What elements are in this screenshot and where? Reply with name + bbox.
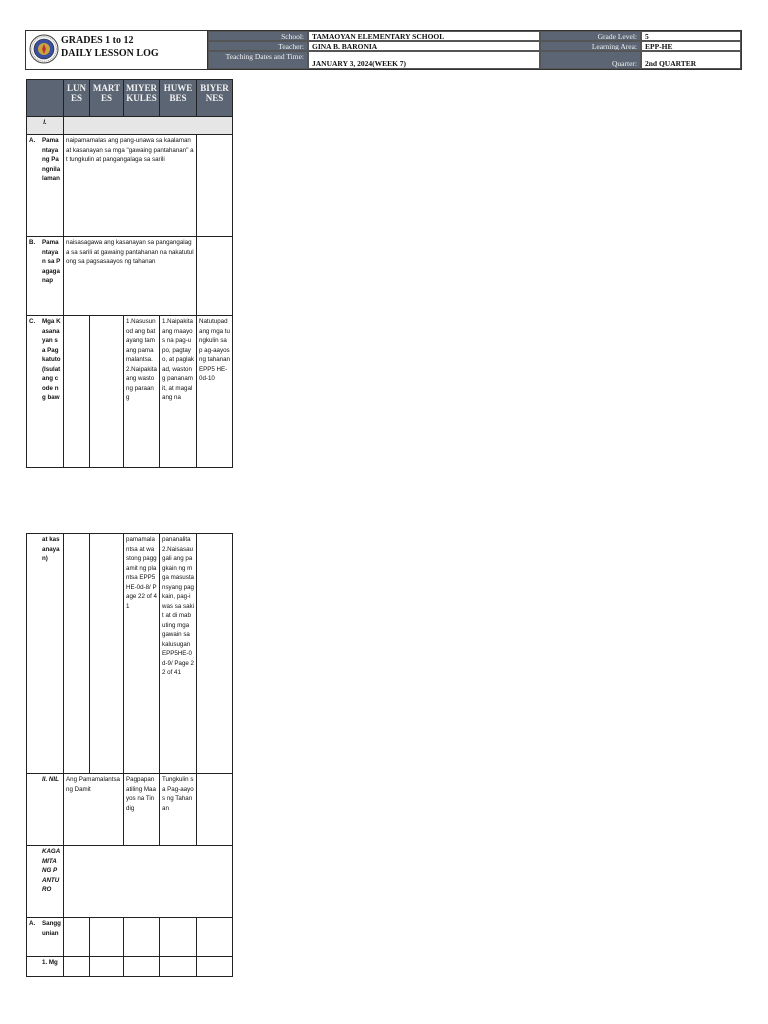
row-c-huwebes: 1.Naipakita ang maayos na pag-upo, pagtayo, at paglakad, wastong pananamit, at magalang na	[160, 316, 197, 468]
nilalaman-huwebes: Tungkulin sa Pag-aayos ng Tahanan	[160, 774, 197, 846]
teacher-value: GINA B. BARONIA	[308, 41, 540, 51]
title-line-1: GRADES 1 to 12	[61, 35, 134, 46]
row-a-text: naipamamalas ang pang-unawa sa kaalaman at kasanayan sa mga "gawaing pantahanan" at tungkulin at pangangalaga sa sarili	[64, 135, 197, 237]
section-i-row	[27, 117, 233, 135]
day-header-martes: MARTES	[90, 80, 124, 117]
row-a-label-cell	[27, 135, 64, 237]
day-header-row	[27, 80, 233, 117]
continued-huwebes: pananalita 2.Naisasaugali ang pagkain ng mga masustansyang pagkain, pag-iwas sa sakit at di mabuting mga gawain sa kalusugan EPP5HE-0d-9/ Page 22 of 41	[160, 534, 197, 774]
continued-label: at kasanayan)	[27, 534, 64, 774]
kagamitang-label: KAGAMITANG PANTURO	[27, 846, 64, 918]
title-box	[25, 30, 209, 70]
kagamitang-span	[64, 846, 233, 918]
row-a-label: Pamantayang Pangnilalaman	[42, 137, 61, 182]
header-blank-cell	[27, 80, 64, 117]
row-c-martes	[90, 316, 124, 468]
row-c-label: Mga Kasanayan sa Pagkatuto (Isulat ang code ng baw	[42, 318, 61, 401]
row-b-key: B.	[29, 239, 36, 246]
row-1-martes	[90, 957, 124, 977]
quarter-value: 2nd QUARTER	[641, 51, 741, 69]
lesson-table-page-2	[26, 533, 233, 977]
pamantayang-pangnilalaman-row	[27, 135, 233, 237]
nilalaman-label: II. NIL	[27, 774, 64, 846]
dates-value: JANUARY 3, 2024(WEEK 7)	[308, 51, 540, 69]
day-header-miyerkules: MIYERKULES	[124, 80, 160, 117]
header-info-grid	[207, 30, 742, 70]
nilalaman-miyerkules: Pagpapanatiling Maayos na Tindig	[124, 774, 160, 846]
row-1-huwebes	[160, 957, 197, 977]
area-value: EPP-HE	[641, 41, 741, 51]
sanggunian-label-cell	[27, 918, 64, 957]
section-i-span	[64, 117, 233, 135]
row-1-miyerkules	[124, 957, 160, 977]
row-c-miyerkules: 1.Nasusunod ang batayang tamang pamamalantsa. 2.Naipakita ang wastong paraang	[124, 316, 160, 468]
row-b-label: Pamantayan sa Pagaganap	[42, 239, 61, 284]
row-b-label-cell	[27, 237, 64, 316]
sanggunian-row	[27, 918, 233, 957]
row-c-label-cell	[27, 316, 64, 468]
row-a-key: A.	[29, 137, 36, 144]
area-label: Learning Area:	[540, 41, 641, 51]
continued-biyernes	[197, 534, 233, 774]
sanggunian-huwebes	[160, 918, 197, 957]
school-value: TAMAOYAN ELEMENTARY SCHOOL	[308, 31, 540, 41]
row-1-label: 1. Mg	[27, 957, 64, 977]
dates-label: Teaching Dates and Time:	[208, 51, 308, 69]
sanggunian-biyernes	[197, 918, 233, 957]
row-b-text: naisasagawa ang kasanayan sa pangangalaga sa sarili at gawaing pantahanan na nakatutulong sa pagsasaayos ng tahanan	[64, 237, 197, 316]
grade-value: 5	[641, 31, 741, 41]
row-c-lunes	[64, 316, 90, 468]
kasanayan-continued-row	[27, 534, 233, 774]
title-line-2: DAILY LESSON LOG	[61, 48, 159, 59]
continued-martes	[90, 534, 124, 774]
row-b-biyernes	[197, 237, 233, 316]
day-header-biyernes: BIYERNES	[197, 80, 233, 117]
row-c-key: C.	[29, 318, 36, 325]
day-header-huwebes: HUWEBES	[160, 80, 197, 117]
row-1-biyernes	[197, 957, 233, 977]
kasanayan-sa-pagkatuto-row	[27, 316, 233, 468]
nilalaman-lunes: Ang Pamamalantsang Damit	[64, 774, 124, 846]
kagamitang-panturo-row	[27, 846, 233, 918]
sanggunian-label: Sanggunian	[42, 920, 61, 937]
day-header-lunes: LUNES	[64, 80, 90, 117]
pamantayan-sa-pagaganap-row	[27, 237, 233, 316]
deped-seal-icon	[29, 34, 59, 64]
school-label: School:	[208, 31, 308, 41]
section-i-label: I.	[27, 117, 64, 135]
sanggunian-martes	[90, 918, 124, 957]
row-1-lunes	[64, 957, 90, 977]
nilalaman-row	[27, 774, 233, 846]
grade-label: Grade Level:	[540, 31, 641, 41]
continued-miyerkules: pamamalantsa at wastong paggamit ng plantsa EPP5HE-0d-8/ Page 22 of 41	[124, 534, 160, 774]
gabay-row	[27, 957, 233, 977]
continued-lunes	[64, 534, 90, 774]
lesson-table-page-1	[26, 79, 233, 468]
quarter-label: Quarter:	[540, 51, 641, 69]
row-c-biyernes: Natutupad ang mga tungkulin sap ag-aayos ng tahanan EPP5 HE-0d-10	[197, 316, 233, 468]
sanggunian-lunes	[64, 918, 90, 957]
row-a-biyernes	[197, 135, 233, 237]
nilalaman-biyernes	[197, 774, 233, 846]
sanggunian-key: A.	[29, 920, 36, 927]
teacher-label: Teacher:	[208, 41, 308, 51]
sanggunian-miyerkules	[124, 918, 160, 957]
